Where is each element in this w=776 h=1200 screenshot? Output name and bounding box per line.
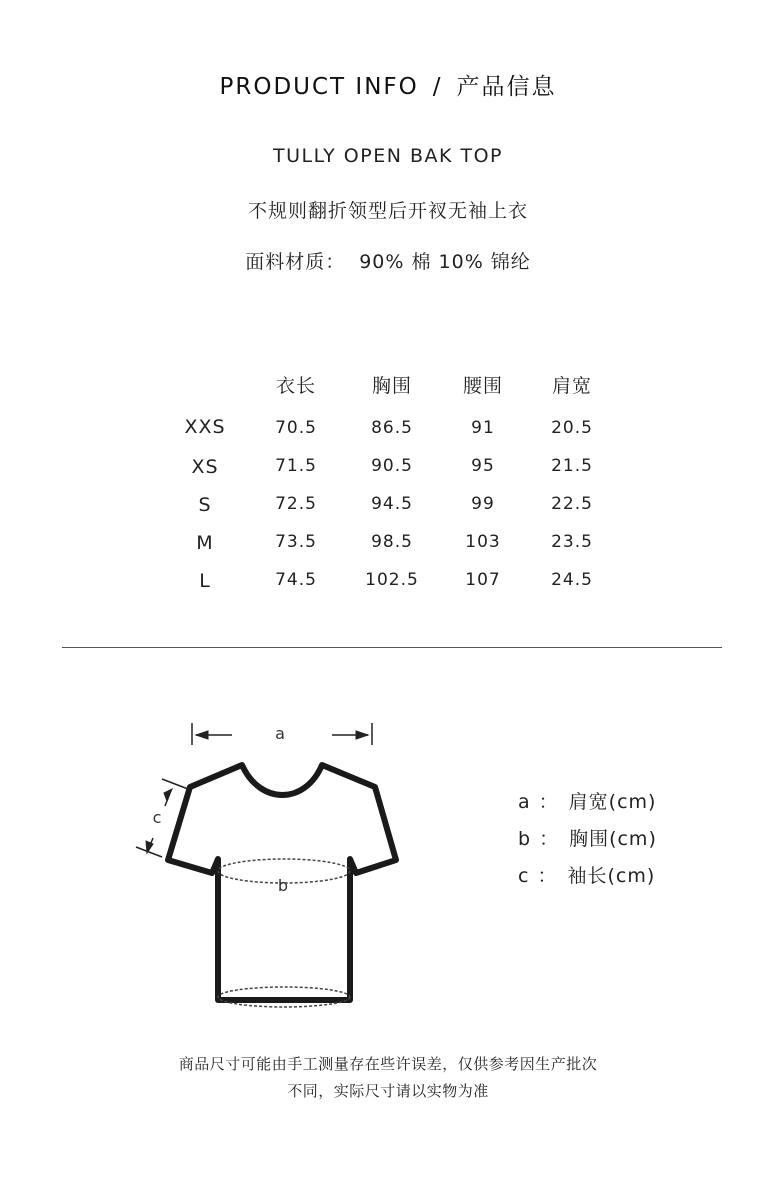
column-header-shoulder: 肩宽 bbox=[551, 375, 592, 397]
table-cell: 103 bbox=[465, 532, 501, 552]
table-cell: 95 bbox=[471, 456, 495, 476]
legend-colon: ： bbox=[539, 828, 560, 850]
legend-key: a bbox=[518, 791, 531, 813]
table-cell: 70.5 bbox=[275, 418, 317, 438]
disclaimer-line-1: 商品尺寸可能由手工测量存在些许误差，仅供参考因生产批次 bbox=[178, 1055, 598, 1073]
size-label: S bbox=[198, 494, 212, 516]
table-cell: 72.5 bbox=[275, 494, 317, 514]
table-cell: 21.5 bbox=[551, 456, 593, 476]
legend-key: c bbox=[518, 865, 530, 887]
table-cell: 74.5 bbox=[275, 570, 317, 590]
size-label: XS bbox=[191, 456, 219, 478]
table-cell: 71.5 bbox=[275, 456, 317, 476]
legend-text: 胸围(cm) bbox=[569, 828, 657, 850]
legend-item-b bbox=[518, 824, 657, 851]
tshirt-measurement-diagram bbox=[120, 705, 420, 1035]
table-cell: 86.5 bbox=[371, 418, 413, 438]
table-cell: 73.5 bbox=[275, 532, 317, 552]
table-cell: 22.5 bbox=[551, 494, 593, 514]
table-cell: 23.5 bbox=[551, 532, 593, 552]
material-value: 90% 棉 10% 锦纶 bbox=[359, 251, 531, 273]
column-header-waist: 腰围 bbox=[462, 375, 503, 397]
disclaimer-line-2: 不同，实际尺寸请以实物为准 bbox=[287, 1082, 489, 1100]
table-cell: 102.5 bbox=[365, 570, 419, 590]
material-label: 面料材质： bbox=[245, 251, 346, 273]
product-name: TULLY OPEN BAK TOP bbox=[272, 145, 504, 167]
product-description: 不规则翻折领型后开衩无袖上衣 bbox=[247, 200, 528, 222]
column-header-chest: 胸围 bbox=[371, 375, 412, 397]
legend-item-c bbox=[518, 861, 655, 888]
legend-colon: ： bbox=[537, 865, 558, 887]
table-cell: 24.5 bbox=[551, 570, 593, 590]
column-header-length: 衣长 bbox=[275, 375, 316, 397]
legend-item-a bbox=[518, 787, 656, 814]
legend-key: b bbox=[518, 828, 532, 850]
legend-text: 肩宽(cm) bbox=[568, 791, 657, 813]
title-separator: / bbox=[432, 74, 443, 100]
size-label: L bbox=[199, 570, 211, 592]
legend-colon: ： bbox=[538, 791, 559, 813]
title-en: PRODUCT INFO bbox=[219, 74, 419, 100]
table-cell: 94.5 bbox=[371, 494, 413, 514]
legend-text: 袖长(cm) bbox=[567, 865, 656, 887]
table-cell: 98.5 bbox=[371, 532, 413, 552]
table-cell: 107 bbox=[465, 570, 501, 590]
title-cn: 产品信息 bbox=[456, 74, 557, 100]
label-b: b bbox=[277, 876, 289, 895]
table-cell: 99 bbox=[471, 494, 495, 514]
table-cell: 91 bbox=[471, 418, 495, 438]
table-cell: 20.5 bbox=[551, 418, 593, 438]
size-label: XXS bbox=[184, 416, 226, 438]
table-cell: 90.5 bbox=[371, 456, 413, 476]
size-label: M bbox=[196, 532, 214, 554]
label-c: c bbox=[152, 808, 162, 827]
section-divider bbox=[62, 647, 722, 648]
label-a: a bbox=[275, 724, 285, 743]
